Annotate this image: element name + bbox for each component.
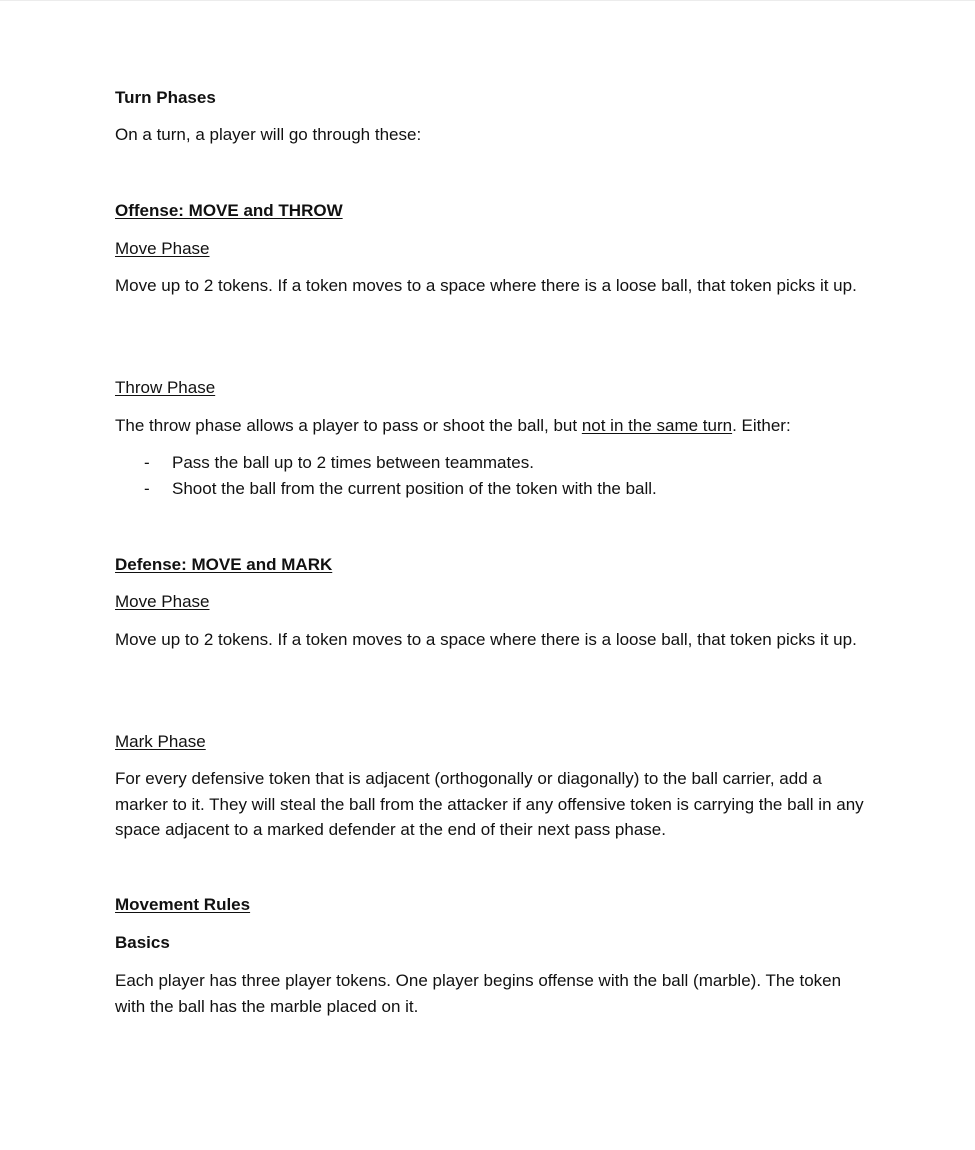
movement-rules-heading: Movement Rules [115,895,251,914]
bullet-dash: - [144,453,150,472]
bullet-text: Shoot the ball from the current position of the token with the ball. [172,479,657,498]
turn-phases-intro: On a turn, a player will go through these: [115,125,422,144]
bullet-text: Pass the ball up to 2 times between teammates. [172,453,534,472]
offense-move-phase-text: Move up to 2 tokens. If a token moves to a space where there is a loose ball, that token picks it up. [115,276,857,295]
mark-phase-text: For every defensive token that is adjacent (orthogonally or diagonally) to the ball carrier, add a marker to it. They will steal the ball from the attacker if any offensive token is carrying the ball in any space adjacent to a marked defender at the end of their next pass phase. [115,769,864,839]
basics-title: Basics [115,933,170,952]
defense-move-phase-title: Move Phase [115,592,210,611]
defense-heading: Defense: MOVE and MARK [115,555,333,574]
defense-move-phase-text: Move up to 2 tokens. If a token moves to a space where there is a loose ball, that token picks it up. [115,630,857,649]
offense-heading: Offense: MOVE and THROW [115,201,343,220]
basics-text: Each player has three player tokens. One player begins offense with the ball (marble). The token with the ball has the marble placed on it. [115,971,842,1016]
throw-phase-text-before: The throw phase allows a player to pass or shoot the ball, but [115,416,582,435]
throw-phase-title: Throw Phase [115,378,216,397]
turn-phases-heading: Turn Phases [115,88,216,107]
throw-phase-text-after: . Either: [732,416,791,435]
throw-phase-text [115,413,791,439]
bullet-dash: - [144,479,150,498]
throw-phase-text-underlined: not in the same turn [581,416,733,435]
mark-phase-title: Mark Phase [115,732,206,751]
offense-move-phase-title: Move Phase [115,239,210,258]
